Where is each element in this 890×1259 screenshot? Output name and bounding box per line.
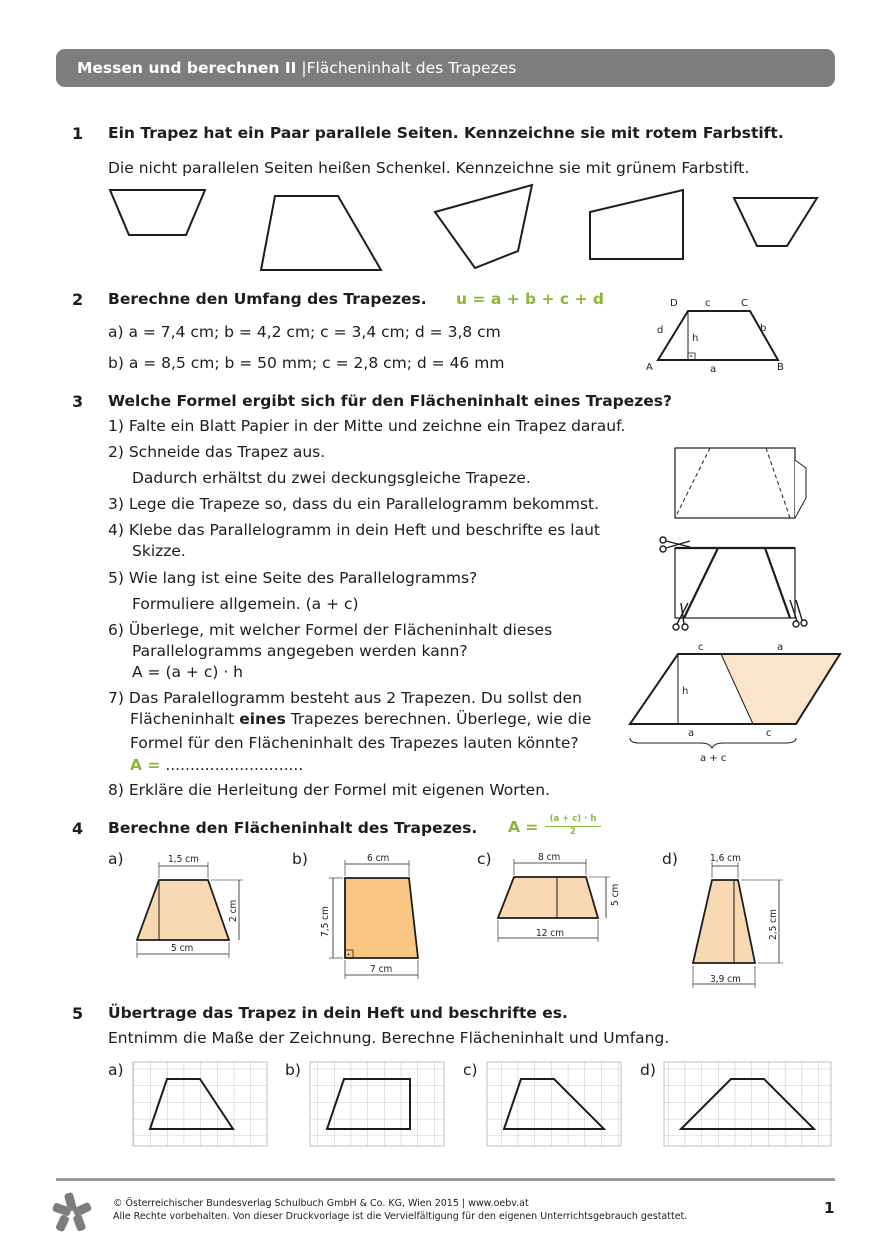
b-bottom-measure: 7 cm (370, 964, 393, 975)
task1-line2: Die nicht parallelen Seiten heißen Schenkel. Kennzeichne sie mit grünem Farbstift. (108, 159, 750, 177)
step7d-label: A = (130, 756, 161, 774)
c-top-measure: 8 cm (538, 852, 561, 863)
grid-a (133, 1062, 267, 1146)
task3-step7c: Formel für den Flächeninhalt des Trapezes lauten könnte? (130, 734, 579, 752)
grid-d (664, 1062, 831, 1146)
para-label-c-bottom: c (766, 728, 772, 739)
task3-step8: 8) Erkläre die Herleitung der Formel mit eigenen Worten. (108, 781, 550, 799)
footer-divider (56, 1178, 835, 1181)
task4-title: Berechne den Flächeninhalt des Trapezes. (108, 819, 478, 837)
b-top-measure: 6 cm (367, 853, 390, 864)
d-height-measure: 2,5 cm (768, 909, 779, 940)
task3-step4b: Skizze. (132, 542, 186, 560)
task2-title: Berechne den Umfang des Trapezes. (108, 290, 427, 308)
task2-formula: u = a + b + c + d (456, 290, 604, 308)
task1-number: 1 (72, 124, 84, 143)
title-bold: Messen und berechnen II (77, 59, 297, 77)
task5-line2: Entnimm die Maße der Zeichnung. Berechne Flächeninhalt und Umfang. (108, 1029, 670, 1047)
label-b: b (760, 323, 767, 334)
a-bottom-measure: 5 cm (171, 943, 194, 954)
task4-label-a: a) (108, 850, 124, 868)
label-B: B (777, 362, 784, 373)
footer-copyright (113, 1197, 687, 1223)
label-a: a (710, 364, 717, 375)
footer-line1: © Österreichischer Bundesverlag Schulbuch GmbH & Co. KG, Wien 2015 | www.oebv.at (113, 1198, 529, 1209)
step7d-dots: ............................ (165, 756, 304, 774)
title-separator: | (301, 59, 307, 77)
a-top-measure: 1,5 cm (168, 854, 199, 865)
label-c: c (705, 298, 711, 309)
title-rest: Flächeninhalt des Trapezes (306, 59, 517, 77)
b-height-measure: 7,5 cm (320, 906, 331, 937)
label-d: d (657, 325, 664, 336)
task4-label-b: b) (292, 850, 308, 868)
task3-step6c: A = (a + c) · h (132, 663, 244, 681)
task5-number: 5 (72, 1004, 84, 1023)
d-bottom-measure: 3,9 cm (710, 974, 741, 985)
task4-formula-A: A = (508, 818, 539, 836)
label-D: D (670, 298, 678, 309)
label-A: A (646, 362, 653, 373)
task4-label-d: d) (662, 850, 678, 868)
task3-title: Welche Formel ergibt sich für den Flächeninhalt eines Trapezes? (108, 392, 673, 410)
c-bottom-measure: 12 cm (536, 928, 565, 939)
task3-step6a: 6) Überlege, mit welcher Formel der Flächeninhalt dieses (108, 621, 553, 639)
c-height-measure: 5 cm (610, 883, 621, 906)
task3-step5b: Formuliere allgemein. (a + c) (132, 595, 359, 613)
task5-line1: Übertrage das Trapez in dein Heft und beschrifte es. (108, 1004, 568, 1022)
para-label-sum: a + c (700, 753, 727, 764)
task3-step2a: 2) Schneide das Trapez aus. (108, 443, 326, 461)
d-top-measure: 1,6 cm (710, 853, 741, 864)
label-h: h (692, 333, 699, 344)
publisher-logo-icon (53, 1193, 93, 1233)
task3-step7a: 7) Das Paralellogramm besteht aus 2 Trapezen. Du sollst den (108, 689, 582, 707)
task3-number: 3 (72, 392, 84, 411)
task3-step1: 1) Falte ein Blatt Papier in der Mitte und zeichne ein Trapez darauf. (108, 417, 626, 435)
task5-label-d: d) (640, 1061, 656, 1079)
task1-line1: Ein Trapez hat ein Paar parallele Seiten. Kennzeichne sie mit rotem Farbstift. (108, 124, 784, 142)
task2-number: 2 (72, 290, 84, 309)
step7b-pre: Flächeninhalt (130, 710, 240, 728)
task4-label-c: c) (477, 850, 492, 868)
task2-part-b: b) a = 8,5 cm; b = 50 mm; c = 2,8 cm; d = 46 mm (108, 354, 505, 372)
task5-label-c: c) (463, 1061, 478, 1079)
task4-formula-denominator: 2 (570, 827, 576, 837)
label-C: C (741, 298, 748, 309)
grid-c (487, 1062, 621, 1146)
task3-step4a: 4) Klebe das Parallelogramm in dein Heft und beschrifte es laut (108, 521, 601, 539)
task4-number: 4 (72, 819, 84, 838)
para-label-a-top: a (777, 642, 784, 653)
task3-step2b: Dadurch erhältst du zwei deckungsgleiche Trapeze. (132, 469, 531, 487)
para-label-h: h (682, 686, 689, 697)
task2-part-a: a) a = 7,4 cm; b = 4,2 cm; c = 3,4 cm; d = 3,8 cm (108, 323, 501, 341)
page-number: 1 (824, 1199, 835, 1217)
task5-label-b: b) (285, 1061, 301, 1079)
step7b-bold: eines (239, 710, 286, 728)
a-height-measure: 2 cm (228, 899, 239, 922)
task5-label-a: a) (108, 1061, 124, 1079)
task3-step6b: Parallelogramms angegeben werden kann? (132, 642, 468, 660)
task3-step5a: 5) Wie lang ist eine Seite des Parallelogramms? (108, 569, 478, 587)
footer-line2: Alle Rechte vorbehalten. Von dieser Druckvorlage ist die Vervielfältigung für den eigenen Unterrichtsgebrauch gestattet. (113, 1211, 688, 1222)
grid-b (310, 1062, 444, 1146)
task4-formula-numerator: (a + c) · h (549, 814, 597, 824)
task3-step3: 3) Lege die Trapeze so, dass du ein Parallelogramm bekommst. (108, 495, 600, 513)
para-label-a-bottom: a (688, 728, 695, 739)
para-label-c-top: c (698, 642, 704, 653)
step7b-post: Trapezes berechnen. Überlege, wie die (285, 710, 592, 728)
